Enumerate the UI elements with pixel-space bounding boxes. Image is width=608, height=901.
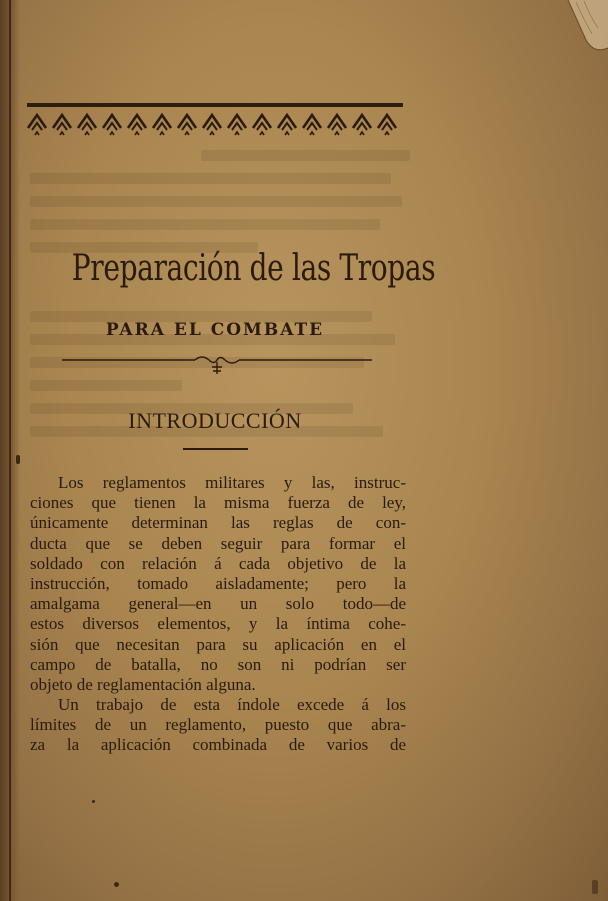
page-title: Preparación de las Tropas — [71, 248, 436, 289]
body-line: límites de un reglamento, puesto que abra- — [30, 715, 406, 735]
heading-underline — [183, 448, 248, 450]
paper-speck — [92, 800, 95, 803]
flourish-divider-icon — [62, 352, 372, 378]
paper-speck — [16, 455, 20, 464]
paper-speck — [114, 882, 119, 887]
body-line: Los reglamentos militares y las, instruc- — [58, 473, 406, 492]
body-paragraphs — [30, 473, 406, 756]
body-line: estos diversos elementos, y la íntima cohe- — [30, 614, 406, 634]
ornament-border — [26, 110, 406, 138]
body-line: sión que necesitan para su aplicación en el — [30, 634, 406, 654]
body-line: ducta que se deben seguir para formar el — [30, 533, 406, 553]
body-line: za la aplicación combinada de varios de — [30, 735, 406, 755]
page-subtitle: PARA EL COMBATE — [105, 320, 325, 340]
body-line: instrucción, tomado aisladamente; pero la — [30, 573, 406, 593]
spine-edge-line — [9, 0, 11, 901]
body-line: objeto de reglamentación alguna. — [30, 674, 256, 694]
body-line: amalgama general—en un solo todo—de — [30, 594, 406, 614]
paper-speck — [592, 880, 598, 894]
body-line: Un trabajo de esta índole excede á los — [58, 695, 406, 715]
body-line: únicamente determinan las reglas de con- — [30, 513, 406, 533]
section-heading: INTRODUCCIÓN — [128, 408, 302, 433]
page-corner-curl — [528, 0, 608, 60]
body-line: ciones que tienen la misma fuerza de ley, — [30, 493, 406, 513]
top-rule — [27, 103, 403, 107]
body-line: campo de batalla, no son ni podrían ser — [30, 654, 406, 674]
body-line: soldado con relación á cada objetivo de la — [30, 553, 406, 573]
